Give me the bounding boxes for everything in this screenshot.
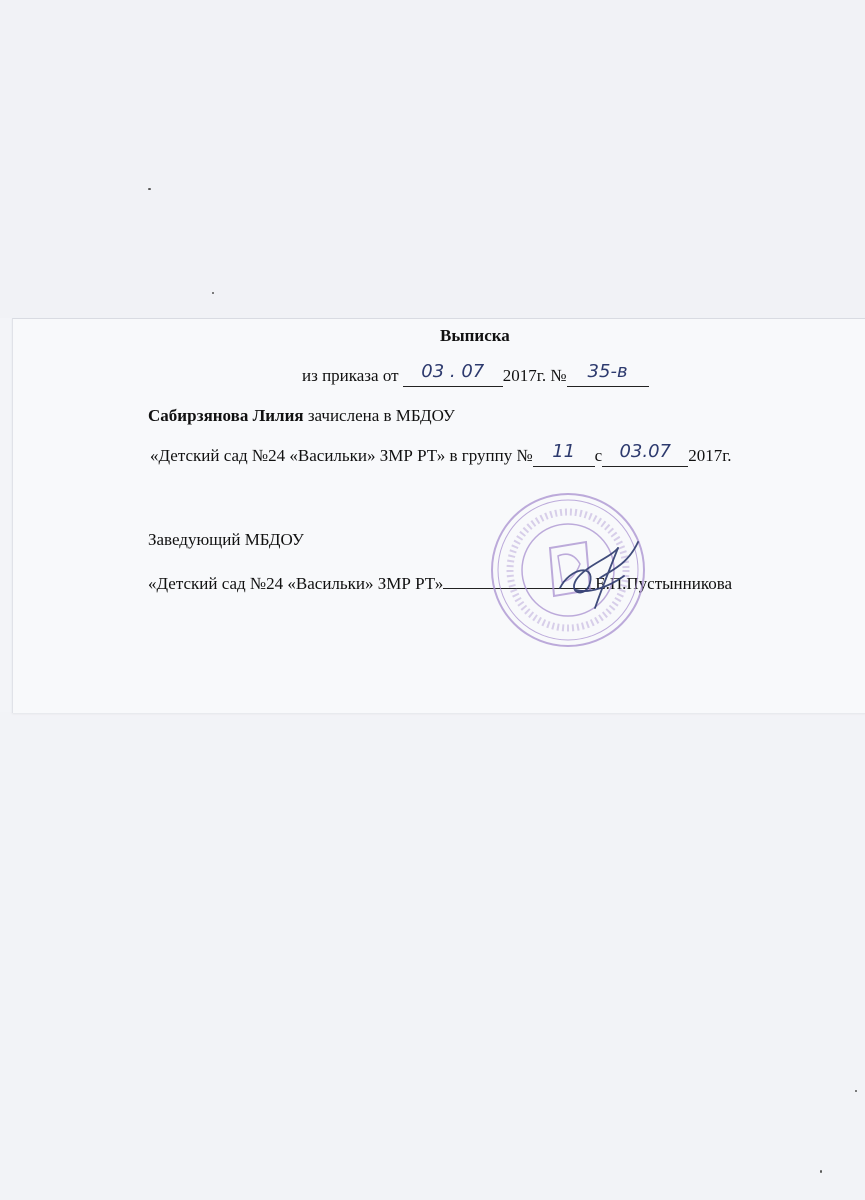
child-name: Сабирзянова Лилия <box>148 406 304 425</box>
scan-speck <box>855 1090 857 1092</box>
order-date-field: 03 . 07 <box>403 366 503 387</box>
signature-icon <box>540 528 660 618</box>
document-title: Выписка <box>440 326 510 345</box>
scan-background-bottom <box>0 712 865 1200</box>
group-number-field: 11 <box>533 446 595 467</box>
order-prefix: из приказа от <box>302 366 399 385</box>
enroll-year: 2017г. <box>688 446 732 465</box>
enroll-text-1: зачислена в МБДОУ <box>303 406 455 425</box>
scan-background-top <box>0 0 865 318</box>
scan-speck <box>148 188 151 190</box>
order-number-field: 35-в <box>567 366 649 387</box>
enroll-line-2 <box>150 441 732 467</box>
enroll-date-field: 03.07 <box>602 446 688 467</box>
enroll-from: с <box>594 446 603 465</box>
order-year: 2017г. № <box>502 366 567 385</box>
signatory-position: Заведующий МБДОУ <box>148 530 304 549</box>
signatory-org: «Детский сад №24 «Васильки» ЗМР РТ» <box>148 574 444 593</box>
scan-speck <box>212 292 214 294</box>
scan-speck <box>820 1170 822 1173</box>
enroll-line-1 <box>148 406 455 426</box>
signatory-name: Е.П.Пустынникова <box>595 574 733 593</box>
enroll-text-2: «Детский сад №24 «Васильки» ЗМР РТ» в группу № <box>150 446 533 465</box>
order-line <box>302 361 649 387</box>
